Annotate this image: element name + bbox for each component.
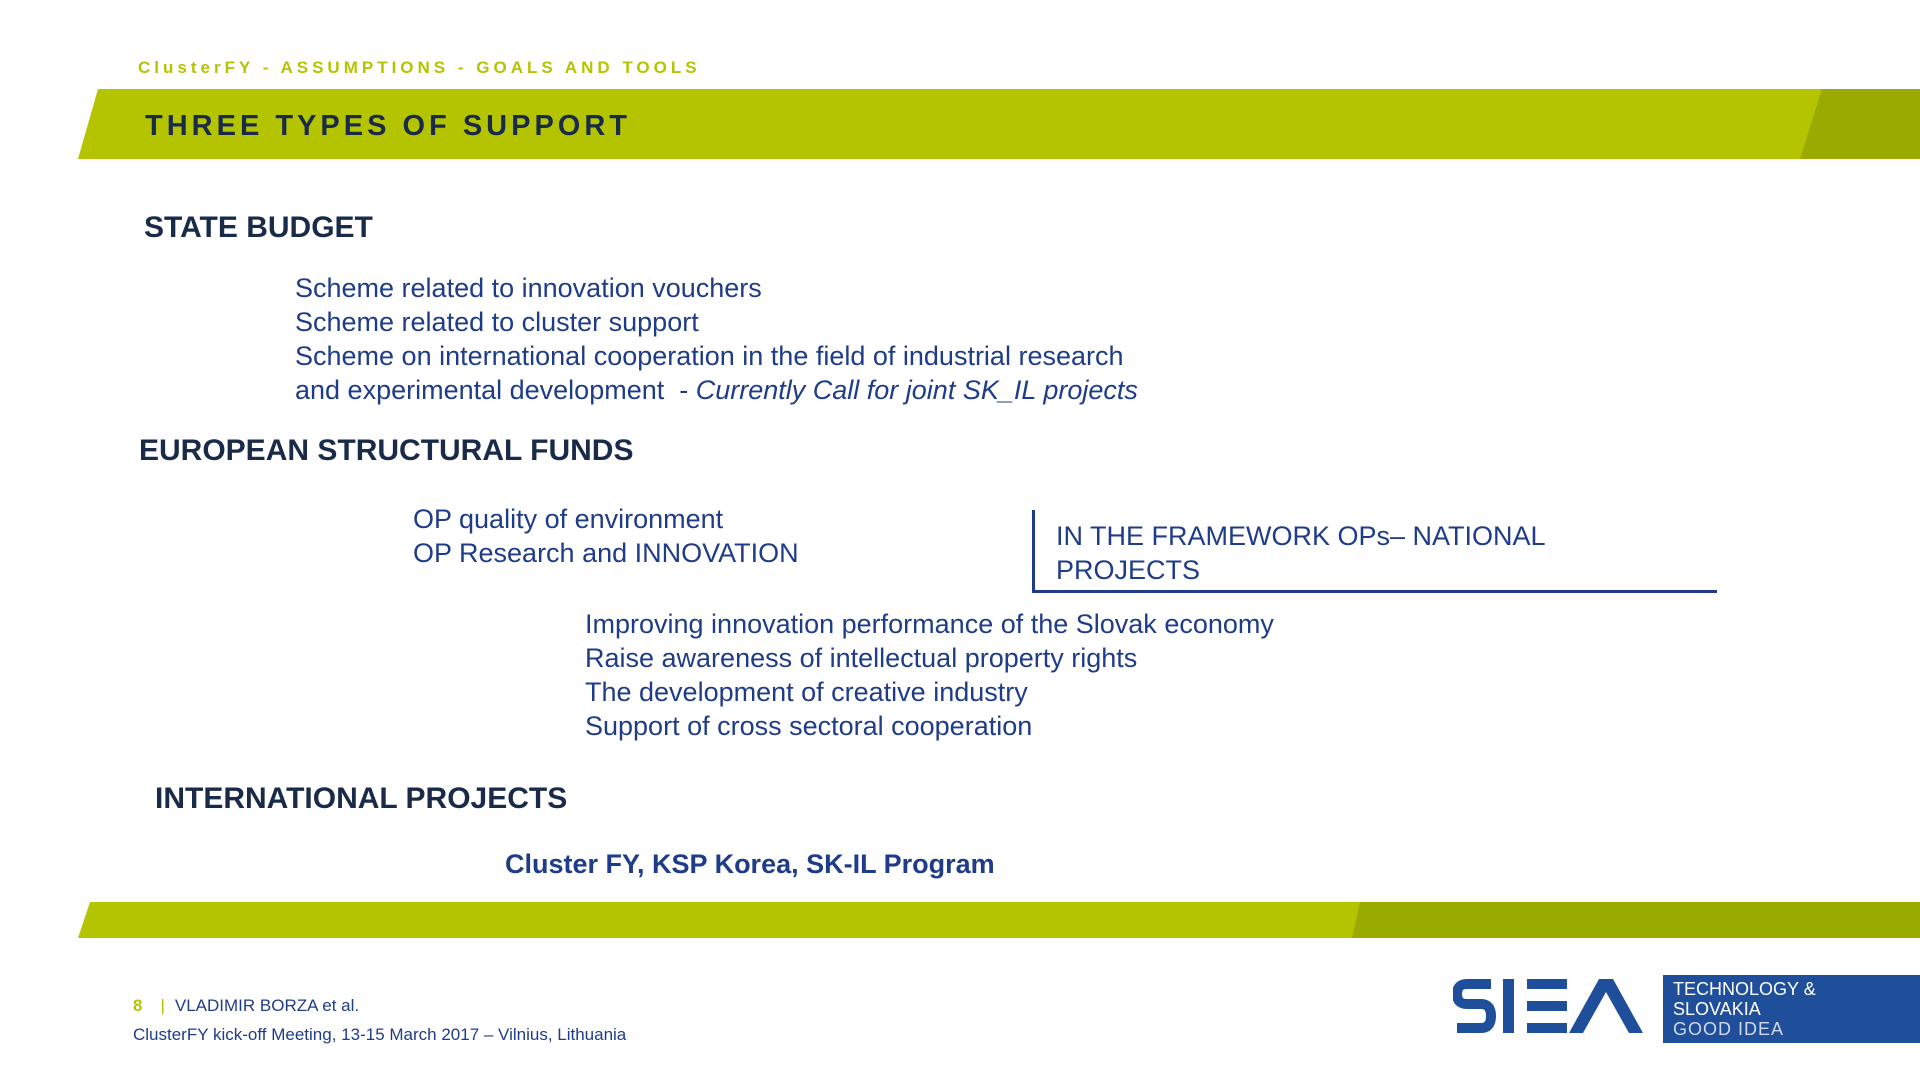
footer-author-line (133, 996, 359, 1016)
slide-title: THREE TYPES OF SUPPORT (145, 110, 631, 142)
list-item: Scheme related to innovation vouchers (295, 273, 762, 303)
footer-author: VLADIMIR BORZA et al. (174, 996, 360, 1015)
list-item: Improving innovation performance of the Slovak economy (585, 609, 1274, 639)
footer-event: ClusterFY kick-off Meeting, 13-15 March 2017 – Vilnius, Lithuania (133, 1025, 627, 1044)
siea-logo (1453, 978, 1645, 1036)
framework-label: IN THE FRAMEWORK OPs– NATIONAL PROJECTS (1056, 521, 1545, 585)
list-item: Scheme related to cluster support (295, 307, 699, 337)
heading-international-projects: INTERNATIONAL PROJECTS (155, 782, 568, 815)
op-list (413, 502, 799, 570)
list-item: and experimental development - Currently Call for joint SK_IL projects (295, 375, 1138, 405)
heading-structural-funds: EUROPEAN STRUCTURAL FUNDS (139, 434, 634, 467)
current-call-note: Currently Call for joint SK_IL projects (695, 375, 1138, 405)
list-item: OP quality of environment (413, 504, 724, 534)
footer-separator: | (160, 996, 165, 1015)
slide-subtitle: ClusterFY - ASSUMPTIONS - GOALS AND TOOLS (138, 58, 701, 77)
heading-state-budget: STATE BUDGET (144, 211, 373, 244)
international-programs: Cluster FY, KSP Korea, SK-IL Program (505, 849, 995, 879)
list-item: The development of creative industry (585, 677, 1028, 707)
national-projects-list (585, 607, 1274, 743)
page-number: 8 (133, 996, 143, 1015)
list-item: Scheme on international cooperation in the field of industrial research (295, 341, 1124, 371)
tagline-logo: TECHNOLOGY & SLOVAKIA GOOD IDEA (1663, 975, 1920, 1043)
list-item: OP Research and INNOVATION (413, 538, 799, 568)
state-budget-list (295, 271, 1138, 407)
footer-banner (0, 902, 1920, 938)
list-item: Support of cross sectoral cooperation (585, 711, 1033, 741)
list-item: Raise awareness of intellectual property rights (585, 643, 1138, 673)
